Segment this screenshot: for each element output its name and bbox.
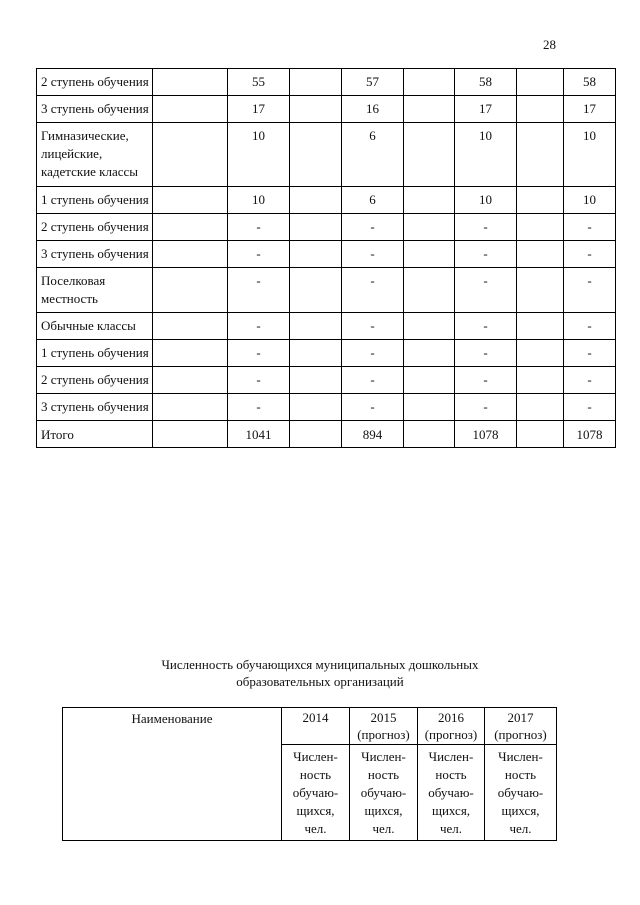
empty-cell bbox=[153, 421, 228, 448]
empty-cell bbox=[290, 241, 342, 268]
value-2017: - bbox=[564, 340, 616, 367]
name-header: Наименование bbox=[63, 708, 282, 841]
year-2017-header bbox=[485, 708, 557, 745]
subheader-line: ность bbox=[504, 767, 537, 782]
empty-cell bbox=[290, 340, 342, 367]
year-2014: 2014 bbox=[302, 710, 329, 725]
empty-cell bbox=[404, 367, 455, 394]
empty-cell bbox=[404, 313, 455, 340]
table-row bbox=[37, 241, 616, 268]
value-2016: - bbox=[455, 394, 517, 421]
empty-cell bbox=[153, 268, 228, 313]
year-2016-header bbox=[418, 708, 485, 745]
value-2015: - bbox=[342, 241, 404, 268]
row-label: 3 ступень обучения bbox=[37, 241, 153, 268]
value-2016: - bbox=[455, 367, 517, 394]
empty-cell bbox=[153, 241, 228, 268]
empty-cell bbox=[517, 340, 564, 367]
subheader-line: ность bbox=[435, 767, 467, 782]
empty-cell bbox=[290, 187, 342, 214]
value-2016: - bbox=[455, 340, 517, 367]
empty-cell bbox=[404, 241, 455, 268]
empty-cell bbox=[153, 340, 228, 367]
empty-cell bbox=[404, 187, 455, 214]
table-row bbox=[37, 123, 616, 187]
value-2015: - bbox=[342, 394, 404, 421]
year-2014-header bbox=[282, 708, 350, 745]
value-2014: 10 bbox=[228, 123, 290, 187]
empty-cell bbox=[517, 241, 564, 268]
year-2015: 2015 bbox=[370, 710, 397, 725]
empty-cell bbox=[290, 394, 342, 421]
subheader-line: щихся, bbox=[431, 803, 471, 818]
value-2014: - bbox=[228, 241, 290, 268]
table-row bbox=[37, 69, 616, 96]
value-2016: 10 bbox=[455, 123, 517, 187]
empty-cell bbox=[290, 123, 342, 187]
value-2015: - bbox=[342, 214, 404, 241]
value-2015: 894 bbox=[342, 421, 404, 448]
value-2017: - bbox=[564, 268, 616, 313]
value-2017: - bbox=[564, 313, 616, 340]
value-2016: 17 bbox=[455, 96, 517, 123]
preschool-table bbox=[62, 707, 557, 841]
value-2015: 6 bbox=[342, 123, 404, 187]
value-2014: 55 bbox=[228, 69, 290, 96]
empty-cell bbox=[517, 69, 564, 96]
caption-line-1: Численность обучающихся муниципальных дошкольных bbox=[161, 657, 479, 672]
empty-cell bbox=[290, 214, 342, 241]
subheader-cell bbox=[485, 745, 557, 841]
empty-cell bbox=[290, 69, 342, 96]
empty-cell bbox=[153, 214, 228, 241]
subheader-line: обучаю- bbox=[292, 785, 339, 800]
subheader-line: чел. bbox=[304, 821, 327, 836]
subheader-cell bbox=[418, 745, 485, 841]
empty-cell bbox=[153, 394, 228, 421]
value-2014: - bbox=[228, 313, 290, 340]
empty-cell bbox=[153, 123, 228, 187]
value-2015: - bbox=[342, 367, 404, 394]
empty-cell bbox=[517, 214, 564, 241]
value-2016: - bbox=[455, 241, 517, 268]
row-label: Обычные классы bbox=[37, 313, 153, 340]
subheader-line: щихся, bbox=[296, 803, 335, 818]
row-label: 2 ступень обучения bbox=[37, 69, 153, 96]
value-2016: 1078 bbox=[455, 421, 517, 448]
value-2014: - bbox=[228, 214, 290, 241]
subheader-line: щихся, bbox=[501, 803, 540, 818]
row-label: Поселковая местность bbox=[37, 268, 153, 313]
empty-cell bbox=[517, 394, 564, 421]
enrollment-table bbox=[36, 68, 616, 448]
value-2016: 58 bbox=[455, 69, 517, 96]
subheader-cell bbox=[350, 745, 418, 841]
row-label: Гимназические, лицейские, кадетские классы bbox=[37, 123, 153, 187]
enrollment-table-body bbox=[37, 69, 616, 448]
row-label: 2 ступень обучения bbox=[37, 214, 153, 241]
value-2017: 10 bbox=[564, 187, 616, 214]
empty-cell bbox=[153, 96, 228, 123]
value-2017: - bbox=[564, 214, 616, 241]
empty-cell bbox=[517, 367, 564, 394]
table-row bbox=[37, 394, 616, 421]
year-2016-note: (прогноз) bbox=[424, 727, 478, 742]
empty-cell bbox=[517, 313, 564, 340]
empty-cell bbox=[517, 96, 564, 123]
empty-cell bbox=[517, 421, 564, 448]
value-2017: 17 bbox=[564, 96, 616, 123]
value-2015: - bbox=[342, 340, 404, 367]
table-row bbox=[37, 367, 616, 394]
empty-cell bbox=[153, 69, 228, 96]
value-2014: - bbox=[228, 367, 290, 394]
value-2016: - bbox=[455, 313, 517, 340]
empty-cell bbox=[404, 421, 455, 448]
value-2017: - bbox=[564, 394, 616, 421]
subheader-line: обучаю- bbox=[428, 785, 474, 800]
empty-cell bbox=[404, 214, 455, 241]
empty-cell bbox=[290, 268, 342, 313]
value-2014: - bbox=[228, 394, 290, 421]
value-2017: 10 bbox=[564, 123, 616, 187]
year-2016: 2016 bbox=[438, 710, 464, 725]
value-2015: 16 bbox=[342, 96, 404, 123]
empty-cell bbox=[517, 187, 564, 214]
subheader-line: чел. bbox=[372, 821, 395, 836]
value-2017: 58 bbox=[564, 69, 616, 96]
empty-cell bbox=[404, 340, 455, 367]
value-2014: 10 bbox=[228, 187, 290, 214]
empty-cell bbox=[517, 123, 564, 187]
value-2015: 6 bbox=[342, 187, 404, 214]
row-label: Итого bbox=[37, 421, 153, 448]
empty-cell bbox=[290, 313, 342, 340]
empty-cell bbox=[404, 96, 455, 123]
year-2017: 2017 bbox=[507, 710, 534, 725]
value-2015: 57 bbox=[342, 69, 404, 96]
caption-line-2: образовательных организаций bbox=[236, 674, 404, 689]
empty-cell bbox=[404, 268, 455, 313]
empty-cell bbox=[404, 69, 455, 96]
subheader-line: обучаю- bbox=[497, 785, 544, 800]
subheader-line: чел. bbox=[509, 821, 532, 836]
table-row bbox=[37, 214, 616, 241]
empty-cell bbox=[404, 123, 455, 187]
subheader-line: Числен- bbox=[293, 749, 338, 764]
value-2015: - bbox=[342, 313, 404, 340]
row-label: 3 ступень обучения bbox=[37, 394, 153, 421]
preschool-header-row bbox=[63, 708, 557, 745]
subheader-line: Числен- bbox=[428, 749, 474, 764]
table-row bbox=[37, 187, 616, 214]
subheader-line: Числен- bbox=[361, 749, 406, 764]
row-label: 3 ступень обучения bbox=[37, 96, 153, 123]
value-2017: - bbox=[564, 367, 616, 394]
subheader-line: ность bbox=[367, 767, 400, 782]
value-2015: - bbox=[342, 268, 404, 313]
value-2016: - bbox=[455, 268, 517, 313]
table-row bbox=[37, 313, 616, 340]
empty-cell bbox=[153, 187, 228, 214]
year-2015-header bbox=[350, 708, 418, 745]
empty-cell bbox=[153, 367, 228, 394]
row-label: 1 ступень обучения bbox=[37, 340, 153, 367]
subheader-line: ность bbox=[299, 767, 332, 782]
value-2016: 10 bbox=[455, 187, 517, 214]
empty-cell bbox=[404, 394, 455, 421]
subheader-line: Числен- bbox=[498, 749, 543, 764]
empty-cell bbox=[153, 313, 228, 340]
table-row bbox=[37, 268, 616, 313]
year-2017-note: (прогноз) bbox=[494, 727, 547, 742]
empty-cell bbox=[290, 96, 342, 123]
empty-cell bbox=[517, 268, 564, 313]
year-2015-note: (прогноз) bbox=[357, 727, 410, 742]
value-2014: 1041 bbox=[228, 421, 290, 448]
value-2017: - bbox=[564, 241, 616, 268]
value-2017: 1078 bbox=[564, 421, 616, 448]
row-label: 2 ступень обучения bbox=[37, 367, 153, 394]
table-row bbox=[37, 421, 616, 448]
subheader-line: чел. bbox=[439, 821, 463, 836]
row-label: 1 ступень обучения bbox=[37, 187, 153, 214]
page-number: 28 bbox=[543, 37, 556, 52]
empty-cell bbox=[290, 367, 342, 394]
table-row bbox=[37, 340, 616, 367]
table-caption bbox=[60, 656, 580, 690]
subheader-line: щихся, bbox=[364, 803, 403, 818]
empty-cell bbox=[290, 421, 342, 448]
subheader-cell bbox=[282, 745, 350, 841]
value-2014: 17 bbox=[228, 96, 290, 123]
subheader-line: обучаю- bbox=[360, 785, 407, 800]
table-row bbox=[37, 96, 616, 123]
value-2014: - bbox=[228, 268, 290, 313]
value-2016: - bbox=[455, 214, 517, 241]
value-2014: - bbox=[228, 340, 290, 367]
